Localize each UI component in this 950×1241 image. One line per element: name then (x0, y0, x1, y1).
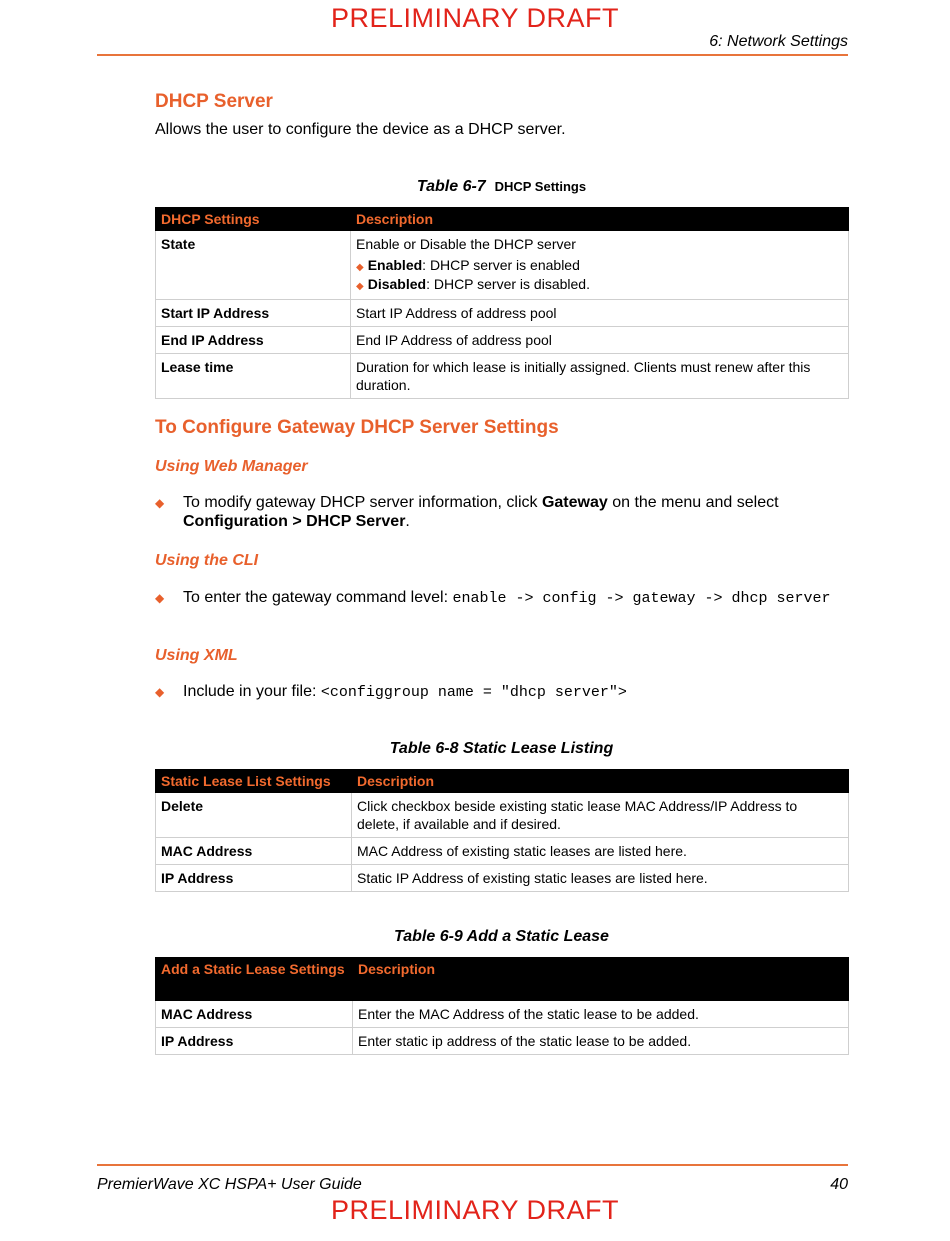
state-description: Enable or Disable the DHCP server (356, 236, 576, 252)
menu-name: Gateway (541, 494, 608, 511)
page-number: 40 (830, 1176, 848, 1193)
table-6-7-caption (155, 178, 848, 196)
row-description: Static IP Address of existing static leases are listed here. (352, 865, 849, 892)
table-6-8-caption: Table 6-8 Static Lease Listing (389, 740, 614, 757)
dhcp-server-heading: DHCP Server (155, 91, 273, 112)
static-lease-table (155, 769, 849, 892)
table-6-7-label: Table 6-7 (416, 178, 486, 195)
table-row (156, 838, 849, 865)
row-key: IP Address (156, 1028, 353, 1055)
row-description: Enter static ip address of the static lease to be added. (353, 1028, 849, 1055)
row-description: MAC Address of existing static leases are listed here. (352, 838, 849, 865)
option-label: Disabled (367, 276, 427, 292)
table-row (156, 1028, 849, 1055)
row-key: Lease time (156, 354, 351, 399)
diamond-bullet-icon: ◆ (356, 281, 364, 292)
row-description: Enter the MAC Address of the static lease to be added. (353, 1001, 849, 1028)
option-label: Enabled (367, 257, 423, 273)
option-text: : DHCP server is enabled (422, 257, 580, 273)
table-row (156, 793, 849, 838)
table-row (156, 327, 849, 354)
row-description: Duration for which lease is initially assigned. Clients must renew after this duration. (351, 354, 849, 399)
web-manager-text (183, 493, 845, 531)
column-header: Add a Static Lease Settings (156, 958, 353, 1001)
preliminary-draft-footer: PRELIMINARY DRAFT (330, 1195, 620, 1225)
xml-text (183, 682, 845, 702)
dhcp-intro: Allows the user to configure the device as a DHCP server. (155, 121, 566, 138)
row-key: State (156, 231, 351, 300)
dhcp-settings-table (155, 207, 849, 399)
cli-text (183, 588, 845, 608)
row-key: Delete (156, 793, 352, 838)
table-header-row (156, 770, 849, 793)
row-description: Click checkbox beside existing static lease MAC Address/IP Address to delete, if available and if desired. (352, 793, 849, 838)
footer-divider (97, 1164, 848, 1166)
text-segment: on the menu and select (607, 494, 779, 511)
diamond-bullet-icon: ◆ (155, 496, 165, 510)
column-header: Description (352, 770, 849, 793)
table-6-7-title: DHCP Settings (494, 179, 587, 194)
state-options (356, 257, 843, 295)
table-row (156, 354, 849, 399)
column-header: DHCP Settings (156, 208, 351, 231)
text-segment: . (405, 513, 410, 530)
row-description: Start IP Address of address pool (351, 300, 849, 327)
web-manager-heading: Using Web Manager (155, 458, 308, 475)
text-segment: Include in your file: (183, 683, 321, 700)
cli-command-code: enable -> config -> gateway -> dhcp server (452, 590, 831, 607)
add-static-lease-table (155, 957, 849, 1055)
row-key: IP Address (156, 865, 352, 892)
column-header: Description (351, 208, 849, 231)
text-segment: To modify gateway DHCP server information, click (183, 494, 542, 511)
row-key: MAC Address (156, 1001, 353, 1028)
guide-title: PremierWave XC HSPA+ User Guide (97, 1176, 362, 1193)
cli-bullet (155, 588, 845, 608)
row-description: End IP Address of address pool (351, 327, 849, 354)
table-header-row (156, 958, 849, 1001)
row-key: End IP Address (156, 327, 351, 354)
xml-heading: Using XML (155, 647, 238, 664)
column-header: Description (353, 958, 849, 1001)
xml-bullet (155, 682, 845, 702)
header-divider (97, 54, 848, 56)
table-row (156, 231, 849, 300)
preliminary-draft-header: PRELIMINARY DRAFT (330, 3, 620, 33)
diamond-bullet-icon: ◆ (356, 262, 364, 273)
column-header: Static Lease List Settings (156, 770, 352, 793)
option-disabled (356, 276, 843, 295)
option-text: : DHCP server is disabled. (426, 276, 590, 292)
cli-heading: Using the CLI (155, 552, 259, 569)
diamond-bullet-icon: ◆ (155, 591, 165, 605)
diamond-bullet-icon: ◆ (155, 685, 165, 699)
table-row (156, 1001, 849, 1028)
table-row (156, 300, 849, 327)
table-row (156, 865, 849, 892)
web-manager-bullet (155, 493, 845, 531)
row-description (351, 231, 849, 300)
text-segment: To enter the gateway command level: (183, 589, 453, 606)
menu-path: Configuration > DHCP Server (183, 513, 406, 530)
option-enabled (356, 257, 843, 276)
xml-code: <configgroup name = "dhcp server"> (320, 684, 627, 701)
configure-heading: To Configure Gateway DHCP Server Settings (155, 417, 559, 438)
row-key: Start IP Address (156, 300, 351, 327)
table-header-row (156, 208, 849, 231)
table-6-9-caption: Table 6-9 Add a Static Lease (394, 928, 609, 945)
row-key: MAC Address (156, 838, 352, 865)
chapter-title: 6: Network Settings (709, 33, 848, 50)
